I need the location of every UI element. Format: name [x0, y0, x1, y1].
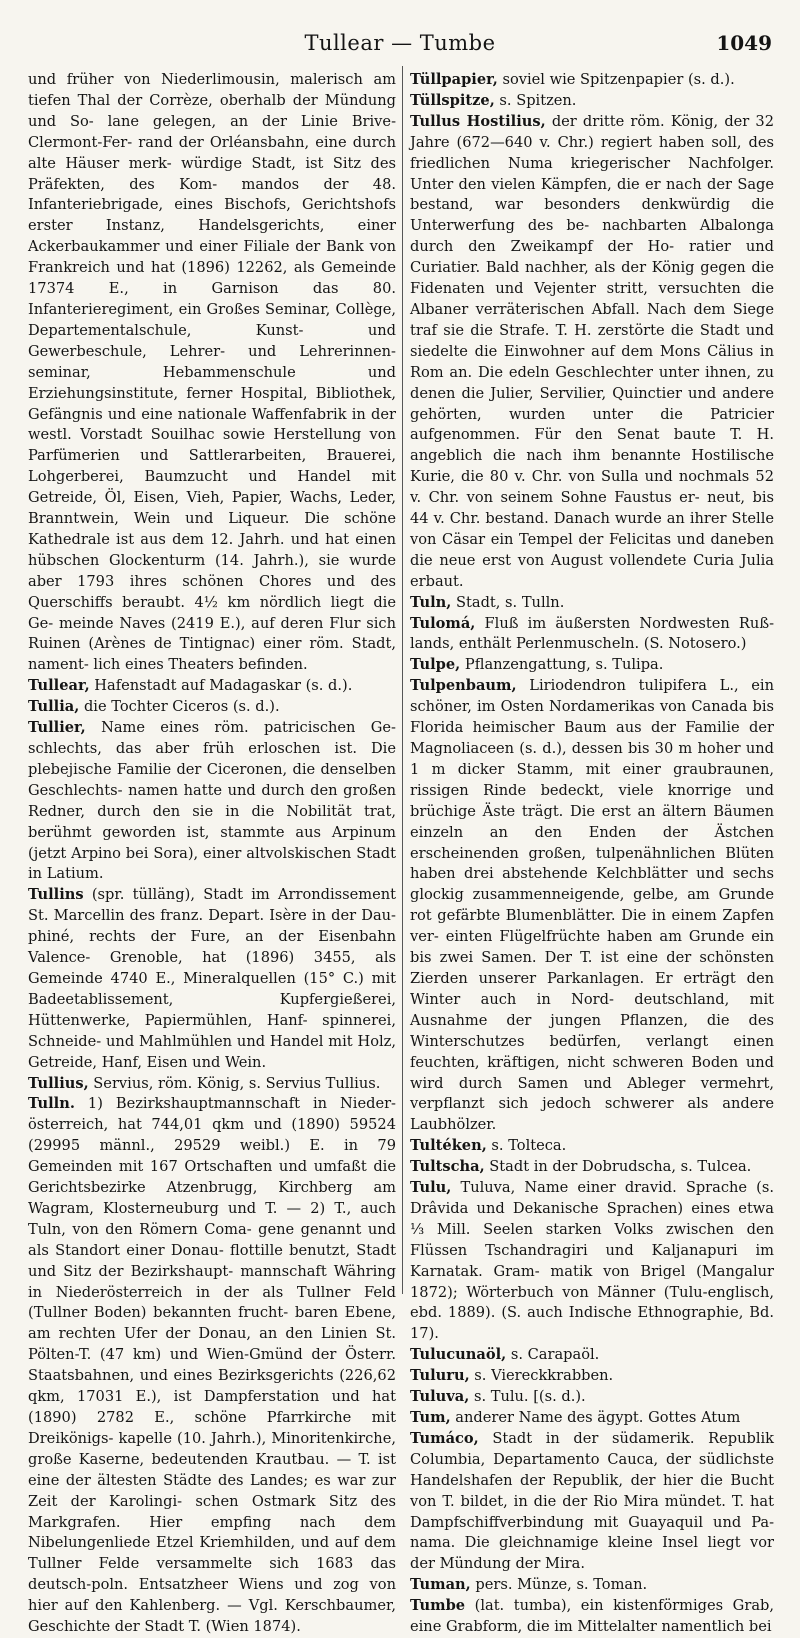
entry-headword: Tüllspitze, — [410, 91, 495, 109]
entry-text: soviel wie Spitzenpapier (s. d.). — [497, 71, 735, 88]
dictionary-entry — [410, 1408, 774, 1429]
entry-text: Stadt in der südamerik. Republik Columbia, Departamento Cauca, der südlichste Handelshafen der Republik, der hier die Bucht von T. bildet, in die der Rio Mira mündet. T. hat Dampfschiffverbindung mit Guayaquil und Pa- nama. Die gleichnamige kleine Insel liegt vor der Mündung der Mira. — [410, 1429, 774, 1573]
entry-text: pers. Münze, s. Toman. — [470, 1576, 648, 1594]
dictionary-entry — [410, 1345, 774, 1366]
entry-text: s. Carapaöl. — [506, 1346, 600, 1364]
right-column — [410, 70, 774, 1638]
dictionary-entry — [410, 1429, 774, 1575]
column-divider — [402, 66, 403, 1294]
entry-text: Fluß im äußersten Nordwesten Ruß- lands, enthält Perlenmuscheln. (S. Notosero.) — [410, 614, 774, 653]
entry-text: die Tochter Ciceros (s. d.). — [79, 698, 280, 716]
entry-text: der dritte röm. König, der 32 Jahre (672—640 v. Chr.) regiert haben soll, des friedlichen Numa kriegerischer Nachfolger. Unter den vielen Kämpfen, die er nach der Sage bestand, war besonders denkwürdig die Unterwerfung des be- nachbarten Albalonga durch den Zweikampf der Ho- ratier und Curiatier. Bald nachher, als der König gegen die Fidenaten und Vejenter stritt, versuchten die Albaner verräterischen Abfall. Nach dem Siege traf sie die Strafe. T. H. zerstörte die Stadt und siedelte die Einwohner auf dem Mons Cälius in Rom an. Die edeln Geschlechter unter ihnen, zu denen die Julier, Servilier, Quinctier und andere gehörten, wurden unter die Patricier aufgenommen. Für den Senat baute T. H. angeblich die nach ihm benannte Hostilische Kurie, die 80 v. Chr. von Sulla und nochmals 52 v. Chr. von seinem Sohne Faustus er- neut, bis 44 v. Chr. bestand. Danach wurde an ihrer Stelle von Cäsar ein Tempel der Felicitas und daneben die neue erst von August vollendete Curia Julia erbaut. — [410, 112, 775, 590]
entry-headword: Tulpenbaum, — [410, 677, 517, 695]
entry-headword: Tum, — [410, 1409, 451, 1426]
entry-headword: Tullins — [28, 886, 84, 904]
entry-headword: Tuman, — [410, 1576, 471, 1594]
entry-headword: Tulpe, — [410, 656, 461, 674]
entry-headword: Tumbe — [410, 1597, 466, 1615]
entry-headword: Tullius, — [28, 1074, 89, 1092]
dictionary-entry — [410, 1366, 774, 1387]
left-column — [28, 70, 396, 1638]
dictionary-entry — [28, 885, 396, 1073]
dictionary-entry — [410, 91, 774, 112]
dictionary-entry — [28, 70, 396, 676]
entry-text: und früher von Niederlimousin, malerisch am tiefen Thal der Corrèze, oberhalb der Mündung und So- lane gelegen, an der Linie Brive-Clermont-Fer- rand der Orléansbahn, eine durch alte Häuser merk- würdige Stadt, ist Sitz des Präfekten, des Kom- mandos der 48. Infanteriebrigade, eines Bischofs, Gerichtshofs erster Instanz, Handelsgerichts, einer Ackerbaukammer und einer Filiale der Bank von Frankreich und hat (1896) 12262, als Gemeinde 17374 E., in Garnison das 80. Infanterieregiment, ein Großes Seminar, Collège, Departementalschule, Kunst- und Gewerbeschule, Lehrer- und Lehrerinnen- seminar, Hebammenschule und Erziehungsinstitute, ferner Hospital, Bibliothek, Gefängnis und eine nationale Waffenfabrik in der westl. Vorstadt Souilhac sowie Herstellung von Parfümerien und Sattlerarbeiten, Brauerei, Lohgerberei, Baumzucht und Handel mit Getreide, Öl, Eisen, Vieh, Papier, Wachs, Leder, Branntwein, Wein und Liqueur. Die schöne Kathedrale ist aus dem 12. Jahrh. und hat einen hübschen Glockenturm (14. Jahrh.), sie wurde aber 1793 ihres schönen Chores und des Querschiffs beraubt. 4½ km nördlich liegt die Ge- meinde Naves (2419 E.), auf deren Flur sich Ruinen (Arènes de Tintignac) einer röm. Stadt, nament- lich eines Theaters befinden. — [28, 71, 396, 674]
entry-headword: Tulu, — [410, 1179, 452, 1197]
dictionary-entry — [410, 1136, 774, 1157]
entry-headword: Tullia, — [28, 698, 80, 716]
entry-headword: Tullear, — [28, 677, 90, 695]
entry-headword: Tuln, — [410, 593, 452, 611]
entry-headword: Tullier, — [28, 719, 86, 737]
page-number: 1049 — [716, 31, 772, 55]
entry-headword: Tultéken, — [410, 1137, 487, 1155]
dictionary-entry — [28, 1094, 396, 1638]
dictionary-entry — [28, 718, 396, 885]
entry-text: Tuluva, Name einer dravid. Sprache (s. Drâvida und Dekanische Sprachen) eines etwa ⅓ Mill. Seelen starken Volks zwischen den Flüssen Tschandragiri und Kaljanapuri im Karnatak. Gram- matik von Brigel (Mangalur 1872); Wörterbuch von Männer (Tulu-englisch, ebd. 1889). (S. auch Indische Ethnographie, Bd. 17). — [410, 1179, 774, 1343]
entry-headword: Tüllpapier, — [410, 71, 498, 88]
entry-headword: Tulln. — [28, 1095, 75, 1113]
dictionary-entry — [410, 655, 774, 676]
dictionary-entry — [28, 1074, 396, 1095]
entry-text: s. Tolteca. — [486, 1137, 567, 1155]
entry-headword: Tuluru, — [410, 1367, 470, 1385]
dictionary-entry — [410, 70, 774, 91]
entry-text: Stadt in der Dobrudscha, s. Tulcea. — [484, 1158, 752, 1176]
entry-headword: Tultscha, — [410, 1158, 485, 1176]
dictionary-entry — [410, 1387, 774, 1408]
dictionary-entry — [28, 697, 396, 718]
dictionary-entry — [410, 112, 774, 593]
dictionary-entry — [410, 676, 774, 1136]
entry-text: s. Spitzen. — [494, 91, 577, 109]
dictionary-entry — [410, 593, 774, 614]
entry-headword: Tulucunaöl, — [410, 1346, 507, 1364]
entry-text: s. Tulu. [(s. d.). — [469, 1388, 586, 1406]
entry-text: anderer Name des ägypt. Gottes Atum — [450, 1409, 741, 1426]
entry-text: Name eines röm. patricischen Ge- schlechts, das aber früh erloschen ist. Die plebejische Familie der Ciceronen, die denselben Geschlechts- namen hatte und durch den großen Redner, durch den sie in die Nobilität trat, berühmt geworden ist, stammte aus Arpinum (jetzt Arpino bei Sora), einer altvolskischen Stadt in Latium. — [28, 719, 396, 883]
entry-text: Pflanzengattung, s. Tulipa. — [460, 656, 664, 674]
entry-text: 1) Bezirkshauptmannschaft in Nieder- österreich, hat 744,01 qkm und (1890) 59524 (29995 männl., 29529 weibl.) E. in 79 Gemeinden mit 167 Ortschaften und umfaßt die Gerichtsbezirke Atzenbrugg, Kirchberg am Wagram, Klosterneuburg und T. — 2) T., auch Tuln, von den Römern Coma- gene genannt und als Standort einer Donau- flottille benutzt, Stadt und Sitz der Bezirkshaupt- mannschaft Währing in Niederösterreich in der als Tullner Feld (Tullner Boden) bekannten frucht- baren Ebene, am rechten Ufer der Donau, an den Linien St. Pölten-T. (47 km) und Wien-Gmünd der Österr. Staatsbahnen, und eines Bezirksgerichts (226,62 qkm, 17031 E.), ist Dampferstation und hat (1890) 2782 E., schöne Pfarrkirche mit Dreikönigs- kapelle (10. Jahrh.), Minoritenkirche, große Kaserne, bedeutenden Krautbau. — T. ist eine der ältesten Städte des Landes; es war zur Zeit der Karolingi- schen Ostmark Sitz des Markgrafen. Hier empfing nach dem Nibelungenliede Etzel Kriemhilden, und auf dem Tullner Felde versammelte sich 1683 das deutsch-poln. Entsatzheer Wiens und zog von hier auf den Kahlenberg. — Vgl. Kerschbaumer, Geschichte der Stadt T. (Wien 1874). — [28, 1095, 396, 1636]
entry-text: s. Viereckkrabben. — [469, 1367, 614, 1385]
entry-text: Stadt, s. Tulln. — [451, 593, 565, 611]
dictionary-entry — [410, 1178, 774, 1345]
dictionary-entry — [410, 1157, 774, 1178]
dictionary-entry — [410, 1596, 774, 1638]
entry-text: (lat. tumba), ein kistenförmiges Grab, eine Grabform, die im Mittelalter namentlich bei — [410, 1597, 774, 1636]
entry-text: Liriodendron tulipifera L., ein schöner, im Osten Nordamerikas von Canada bis Florida heimischer Baum aus der Familie der Magnoliaceen (s. d.), dessen bis 30 m hoher und 1 m dicker Stamm, mit einer graubraunen, rissigen Rinde bedeckt, viele knorrige und brüchige Äste trägt. Die erst an ältern Bäumen einzeln an den Enden der Ästchen erscheinenden großen, tulpenähnlichen Blüten haben drei abstehende Kelchblätter und sechs glockig zusammenneigende, gelbe, am Grunde rot gefärbte Blumenblätter. Die in einem Zapfen ver- einten Flügelfrüchte haben am Grunde ein bis zwei Samen. Der T. ist eine der schönsten Zierden unserer Parkanlagen. Er erträgt den Winter auch in Nord- deutschland, mit Ausnahme der jungen Pflanzen, die des Winterschutzes bedürfen, verlangt einen feuchten, kräftigen, nicht schweren Boden und wird durch Samen und Ableger vermehrt, verpflanzt sich jedoch schwerer als andere Laubhölzer. — [410, 677, 774, 1134]
dictionary-entry — [28, 676, 396, 697]
entry-headword: Tulomá, — [410, 614, 476, 632]
entry-headword: Tullus Hostilius, — [410, 112, 546, 130]
entry-headword: Tumáco, — [410, 1429, 479, 1447]
dictionary-entry — [410, 1575, 774, 1596]
entry-headword: Tuluva, — [410, 1388, 470, 1406]
entry-text: Servius, röm. König, s. Servius Tullius. — [88, 1074, 381, 1092]
running-title: Tullear — Tumbe — [304, 31, 496, 55]
dictionary-entry — [410, 614, 774, 656]
entry-text: Hafenstadt auf Madagaskar (s. d.). — [89, 677, 353, 695]
entry-text: (spr. tülläng), Stadt im Arrondissement St. Marcellin des franz. Depart. Isère in der Dau- phiné, rechts der Fure, an der Eisenbahn Valence- Grenoble, hat (1896) 3455, als Gemeinde 4740 E., Mineralquellen (15° C.) mit Badeetablissement, Kupfergießerei, Hüttenwerke, Papiermühlen, Hanf- spinnerei, Schneide- und Mahlmühlen und Handel mit Holz, Getreide, Hanf, Eisen und Wein. — [28, 886, 396, 1071]
page-header — [28, 30, 772, 56]
